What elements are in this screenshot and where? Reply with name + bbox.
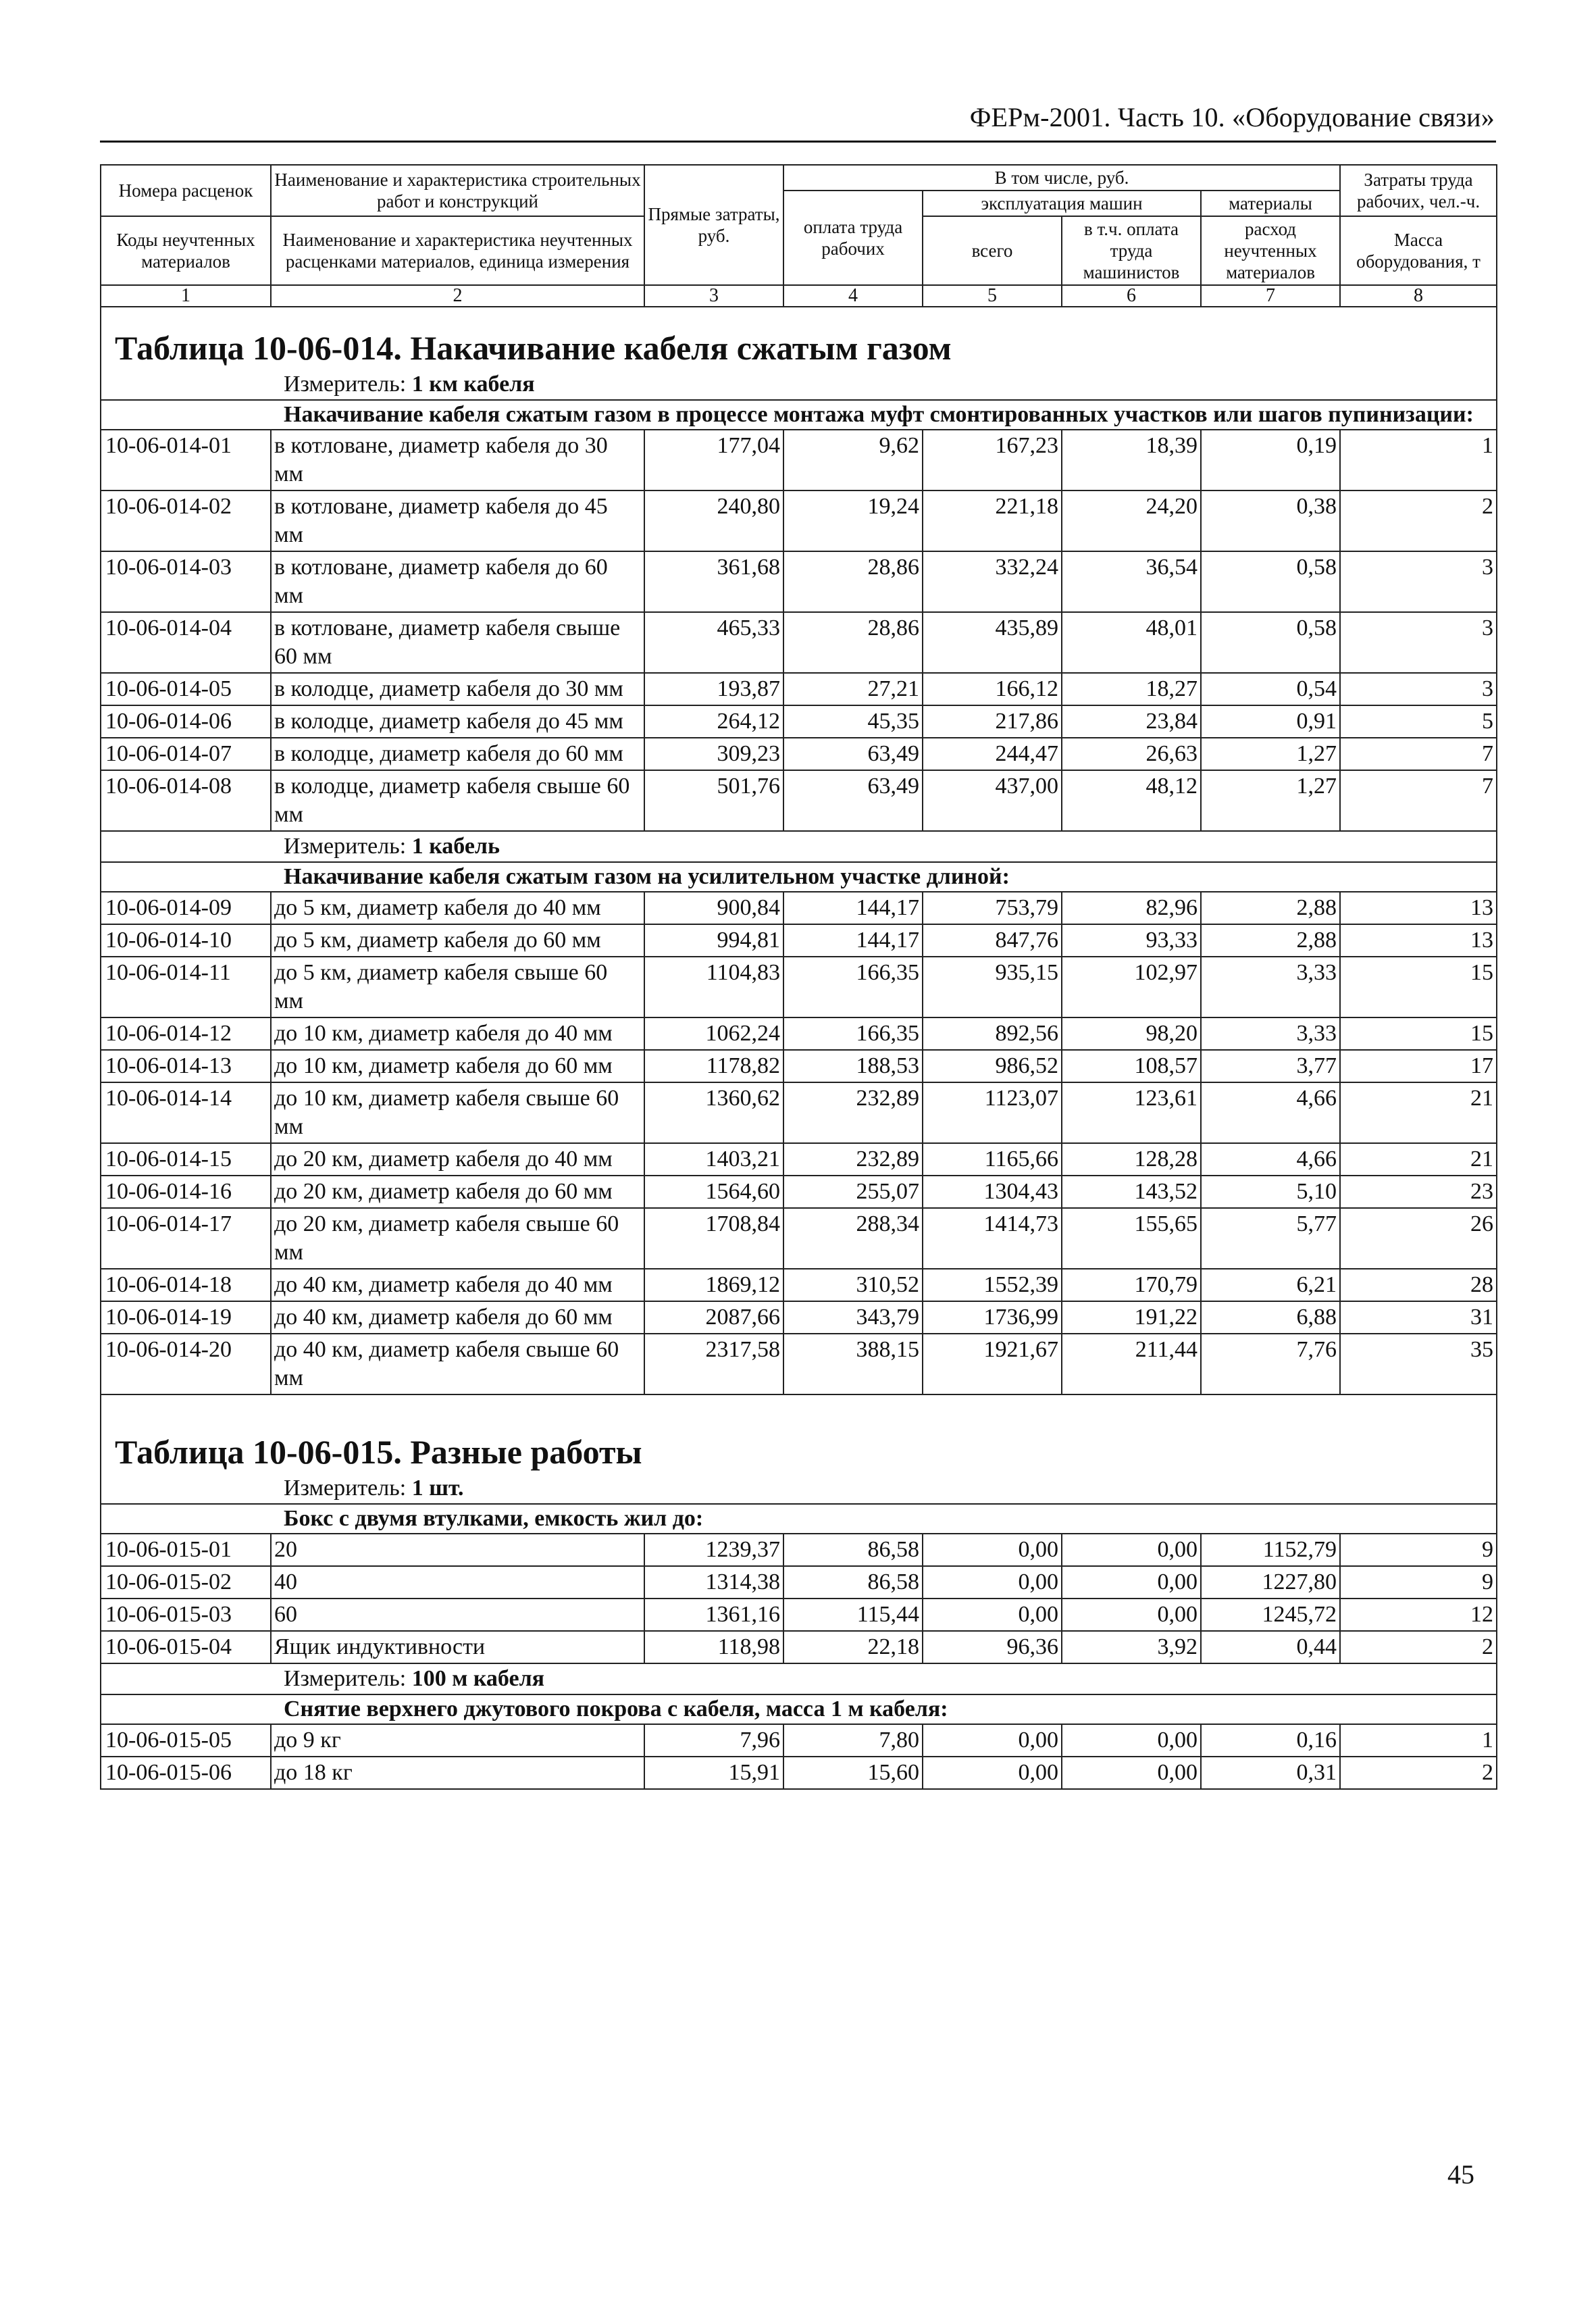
labor-hours: 15 — [1340, 1017, 1497, 1050]
labor-hours: 13 — [1340, 924, 1497, 957]
machinists-pay: 98,20 — [1062, 1017, 1201, 1050]
labor-hours: 7 — [1340, 770, 1497, 831]
labor-pay: 232,89 — [783, 1143, 923, 1176]
machinists-pay: 18,27 — [1062, 673, 1201, 705]
materials-cost: 2,88 — [1201, 892, 1340, 924]
work-name: в колодце, диаметр кабеля до 60 мм — [271, 738, 644, 770]
rate-code: 10-06-014-06 — [101, 705, 271, 738]
labor-pay: 28,86 — [783, 612, 923, 673]
measure-line — [101, 831, 1497, 862]
labor-pay: 144,17 — [783, 924, 923, 957]
machines-total: 217,86 — [923, 705, 1062, 738]
machinists-pay: 102,97 — [1062, 957, 1201, 1017]
table-row — [101, 1176, 1497, 1208]
measure-line — [101, 370, 1497, 400]
col7-header: расход неучтенных материалов — [1201, 216, 1340, 285]
rates-table — [100, 164, 1497, 1790]
col2-header-bottom: Наименование и характеристика неучтенных расценками материалов, единица измерения — [271, 216, 644, 285]
materials-cost: 1,27 — [1201, 738, 1340, 770]
measure-row — [101, 1474, 1497, 1504]
labor-pay: 63,49 — [783, 770, 923, 831]
rate-code: 10-06-015-04 — [101, 1631, 271, 1663]
labor-pay: 22,18 — [783, 1631, 923, 1663]
direct-costs: 465,33 — [644, 612, 783, 673]
work-name: в котловане, диаметр кабеля до 30 мм — [271, 430, 644, 491]
labor-pay: 166,35 — [783, 1017, 923, 1050]
labor-pay: 255,07 — [783, 1176, 923, 1208]
machines-total: 935,15 — [923, 957, 1062, 1017]
work-name: в колодце, диаметр кабеля до 45 мм — [271, 705, 644, 738]
machinists-pay: 0,00 — [1062, 1724, 1201, 1757]
table-row — [101, 1631, 1497, 1663]
table-row — [101, 770, 1497, 831]
spacer — [101, 1394, 1497, 1411]
table-row — [101, 1017, 1497, 1050]
header-row-1 — [101, 165, 1497, 191]
machinists-pay: 18,39 — [1062, 430, 1201, 491]
col-number: 7 — [1201, 285, 1340, 307]
machines-total: 1414,73 — [923, 1208, 1062, 1269]
work-name: до 40 км, диаметр кабеля до 40 мм — [271, 1269, 644, 1301]
labor-hours: 26 — [1340, 1208, 1497, 1269]
work-name: 60 — [271, 1599, 644, 1631]
machinists-pay: 170,79 — [1062, 1269, 1201, 1301]
work-name: до 10 км, диаметр кабеля до 40 мм — [271, 1017, 644, 1050]
col-number: 1 — [101, 285, 271, 307]
machinists-pay: 155,65 — [1062, 1208, 1201, 1269]
machinists-pay: 191,22 — [1062, 1301, 1201, 1334]
machines-total: 753,79 — [923, 892, 1062, 924]
measure-row — [101, 831, 1497, 862]
measure-line — [101, 1663, 1497, 1694]
materials-cost: 1245,72 — [1201, 1599, 1340, 1631]
machines-total: 1736,99 — [923, 1301, 1062, 1334]
machines-total: 1304,43 — [923, 1176, 1062, 1208]
col8-header-top: Затраты труда рабочих, чел.-ч. — [1340, 165, 1497, 216]
column-numbers-row — [101, 285, 1497, 307]
labor-pay: 9,62 — [783, 430, 923, 491]
machinists-pay: 0,00 — [1062, 1599, 1201, 1631]
machinists-pay: 0,00 — [1062, 1566, 1201, 1599]
labor-pay: 144,17 — [783, 892, 923, 924]
col8-header-bottom: Масса оборудования, т — [1340, 216, 1497, 285]
machines-total: 96,36 — [923, 1631, 1062, 1663]
rate-code: 10-06-014-12 — [101, 1017, 271, 1050]
col-number: 8 — [1340, 285, 1497, 307]
direct-costs: 309,23 — [644, 738, 783, 770]
labor-pay: 15,60 — [783, 1757, 923, 1789]
table-row — [101, 430, 1497, 491]
rate-code: 10-06-015-02 — [101, 1566, 271, 1599]
direct-costs: 1361,16 — [644, 1599, 783, 1631]
work-name: до 5 км, диаметр кабеля свыше 60 мм — [271, 957, 644, 1017]
rate-code: 10-06-014-02 — [101, 491, 271, 551]
rate-code: 10-06-015-06 — [101, 1757, 271, 1789]
section-heading: Снятие верхнего джутового покрова с кабеля, масса 1 м кабеля: — [101, 1694, 1497, 1724]
labor-hours: 35 — [1340, 1334, 1497, 1394]
materials-cost: 0,54 — [1201, 673, 1340, 705]
labor-pay: 27,21 — [783, 673, 923, 705]
table-row — [101, 673, 1497, 705]
table-row — [101, 957, 1497, 1017]
table-row — [101, 1082, 1497, 1143]
measure-label: Измеритель: — [284, 834, 407, 859]
table-10-06-014-title-row — [101, 307, 1497, 370]
direct-costs: 1314,38 — [644, 1566, 783, 1599]
machinists-pay: 93,33 — [1062, 924, 1201, 957]
table-row — [101, 491, 1497, 551]
work-name: до 10 км, диаметр кабеля до 60 мм — [271, 1050, 644, 1082]
direct-costs: 1062,24 — [644, 1017, 783, 1050]
machines-total: 167,23 — [923, 430, 1062, 491]
machines-total: 892,56 — [923, 1017, 1062, 1050]
labor-hours: 7 — [1340, 738, 1497, 770]
rate-code: 10-06-014-14 — [101, 1082, 271, 1143]
materials-header: материалы — [1201, 191, 1340, 216]
measure-line — [101, 1474, 1497, 1504]
direct-costs: 7,96 — [644, 1724, 783, 1757]
col-number: 4 — [783, 285, 923, 307]
direct-costs: 1360,62 — [644, 1082, 783, 1143]
rate-code: 10-06-014-08 — [101, 770, 271, 831]
table-row — [101, 738, 1497, 770]
col6-header: в т.ч. оплата труда машинистов — [1062, 216, 1201, 285]
direct-costs: 994,81 — [644, 924, 783, 957]
labor-hours: 3 — [1340, 551, 1497, 612]
rate-code: 10-06-014-05 — [101, 673, 271, 705]
machinists-pay: 24,20 — [1062, 491, 1201, 551]
work-name: 40 — [271, 1566, 644, 1599]
materials-cost: 0,58 — [1201, 551, 1340, 612]
direct-costs: 1403,21 — [644, 1143, 783, 1176]
machinists-pay: 123,61 — [1062, 1082, 1201, 1143]
machinists-pay: 3,92 — [1062, 1631, 1201, 1663]
machinists-pay: 0,00 — [1062, 1534, 1201, 1566]
machinists-pay: 128,28 — [1062, 1143, 1201, 1176]
measure-value: 100 м кабеля — [411, 1666, 545, 1691]
direct-costs: 193,87 — [644, 673, 783, 705]
table-row — [101, 1599, 1497, 1631]
section-heading-row — [101, 1504, 1497, 1534]
section-heading: Накачивание кабеля сжатым газом в процессе монтажа муфт смонтированных участков или шагов пупинизации: — [101, 400, 1497, 430]
labor-pay: 343,79 — [783, 1301, 923, 1334]
work-name: до 10 км, диаметр кабеля свыше 60 мм — [271, 1082, 644, 1143]
labor-pay: 115,44 — [783, 1599, 923, 1631]
col-number: 5 — [923, 285, 1062, 307]
machines-total: 0,00 — [923, 1599, 1062, 1631]
work-name: в колодце, диаметр кабеля свыше 60 мм — [271, 770, 644, 831]
labor-pay: 19,24 — [783, 491, 923, 551]
machines-total: 221,18 — [923, 491, 1062, 551]
machines-total: 986,52 — [923, 1050, 1062, 1082]
labor-hours: 12 — [1340, 1599, 1497, 1631]
labor-hours: 21 — [1340, 1143, 1497, 1176]
labor-hours: 2 — [1340, 1757, 1497, 1789]
header-rule — [100, 141, 1496, 143]
measure-value: 1 кабель — [411, 834, 500, 859]
direct-costs: 15,91 — [644, 1757, 783, 1789]
direct-costs: 501,76 — [644, 770, 783, 831]
rate-code: 10-06-014-17 — [101, 1208, 271, 1269]
table-row — [101, 1724, 1497, 1757]
materials-cost: 0,16 — [1201, 1724, 1340, 1757]
machines-total: 435,89 — [923, 612, 1062, 673]
rate-code: 10-06-014-20 — [101, 1334, 271, 1394]
materials-cost: 1227,80 — [1201, 1566, 1340, 1599]
machinists-pay: 23,84 — [1062, 705, 1201, 738]
machinists-pay: 211,44 — [1062, 1334, 1201, 1394]
labor-pay: 288,34 — [783, 1208, 923, 1269]
labor-pay: 7,80 — [783, 1724, 923, 1757]
col2-header-top: Наименование и характеристика строительных работ и конструкций — [271, 165, 644, 216]
materials-cost: 2,88 — [1201, 924, 1340, 957]
table-row — [101, 705, 1497, 738]
labor-hours: 2 — [1340, 1631, 1497, 1663]
table-row — [101, 1534, 1497, 1566]
measure-value: 1 шт. — [411, 1476, 464, 1501]
table-row — [101, 1208, 1497, 1269]
work-name: до 20 км, диаметр кабеля до 60 мм — [271, 1176, 644, 1208]
materials-cost: 0,19 — [1201, 430, 1340, 491]
machines-total: 437,00 — [923, 770, 1062, 831]
col-number: 2 — [271, 285, 644, 307]
table-row — [101, 1566, 1497, 1599]
col1-header-bottom: Коды неучтенных материалов — [101, 216, 271, 285]
labor-hours: 31 — [1340, 1301, 1497, 1334]
direct-costs: 177,04 — [644, 430, 783, 491]
table-row — [101, 551, 1497, 612]
rate-code: 10-06-014-09 — [101, 892, 271, 924]
table-row — [101, 1050, 1497, 1082]
rate-code: 10-06-014-16 — [101, 1176, 271, 1208]
rate-code: 10-06-014-01 — [101, 430, 271, 491]
direct-costs: 361,68 — [644, 551, 783, 612]
labor-pay: 45,35 — [783, 705, 923, 738]
section-heading-row — [101, 400, 1497, 430]
machines-total: 1552,39 — [923, 1269, 1062, 1301]
labor-hours: 1 — [1340, 1724, 1497, 1757]
table-row — [101, 1757, 1497, 1789]
rate-code: 10-06-014-18 — [101, 1269, 271, 1301]
materials-cost: 3,77 — [1201, 1050, 1340, 1082]
measure-row — [101, 370, 1497, 400]
labor-hours: 9 — [1340, 1566, 1497, 1599]
machines-total: 0,00 — [923, 1757, 1062, 1789]
direct-costs: 900,84 — [644, 892, 783, 924]
col3-header: Прямые затраты, руб. — [644, 165, 783, 285]
rate-code: 10-06-015-01 — [101, 1534, 271, 1566]
page-number: 45 — [1447, 2159, 1474, 2190]
work-name: в колодце, диаметр кабеля до 30 мм — [271, 673, 644, 705]
labor-pay: 86,58 — [783, 1566, 923, 1599]
machinists-pay: 48,01 — [1062, 612, 1201, 673]
direct-costs: 118,98 — [644, 1631, 783, 1663]
machines-total: 244,47 — [923, 738, 1062, 770]
measure-label: Измеритель: — [284, 372, 407, 397]
rate-code: 10-06-014-04 — [101, 612, 271, 673]
labor-hours: 21 — [1340, 1082, 1497, 1143]
labor-hours: 17 — [1340, 1050, 1497, 1082]
work-name: 20 — [271, 1534, 644, 1566]
materials-cost: 4,66 — [1201, 1143, 1340, 1176]
section-heading: Накачивание кабеля сжатым газом на усилительном участке длиной: — [101, 862, 1497, 892]
machines-total: 847,76 — [923, 924, 1062, 957]
spacer-row — [101, 1394, 1497, 1411]
table-row — [101, 1269, 1497, 1301]
measure-value: 1 км кабеля — [411, 372, 535, 397]
rate-code: 10-06-014-19 — [101, 1301, 271, 1334]
running-header: ФЕРм-2001. Часть 10. «Оборудование связи» — [969, 102, 1495, 132]
col-number: 6 — [1062, 285, 1201, 307]
materials-cost: 3,33 — [1201, 1017, 1340, 1050]
work-name: в котловане, диаметр кабеля свыше 60 мм — [271, 612, 644, 673]
direct-costs: 264,12 — [644, 705, 783, 738]
labor-hours: 23 — [1340, 1176, 1497, 1208]
materials-cost: 1152,79 — [1201, 1534, 1340, 1566]
machines-total: 332,24 — [923, 551, 1062, 612]
work-name: до 9 кг — [271, 1724, 644, 1757]
labor-pay: 86,58 — [783, 1534, 923, 1566]
col-number: 3 — [644, 285, 783, 307]
machines-header: эксплуатация машин — [923, 191, 1201, 216]
table-row — [101, 892, 1497, 924]
labor-pay: 188,53 — [783, 1050, 923, 1082]
machines-total: 166,12 — [923, 673, 1062, 705]
work-name: в котловане, диаметр кабеля до 45 мм — [271, 491, 644, 551]
section-heading: Бокс с двумя втулками, емкость жил до: — [101, 1504, 1497, 1534]
materials-cost: 0,44 — [1201, 1631, 1340, 1663]
work-name: до 40 км, диаметр кабеля до 60 мм — [271, 1301, 644, 1334]
col1-header-top: Номера расценок — [101, 165, 271, 216]
labor-pay: 388,15 — [783, 1334, 923, 1394]
labor-pay: 166,35 — [783, 957, 923, 1017]
materials-cost: 5,10 — [1201, 1176, 1340, 1208]
machines-total: 0,00 — [923, 1534, 1062, 1566]
materials-cost: 6,21 — [1201, 1269, 1340, 1301]
col5-header: всего — [923, 216, 1062, 285]
direct-costs: 1564,60 — [644, 1176, 783, 1208]
labor-hours: 3 — [1340, 673, 1497, 705]
materials-cost: 0,38 — [1201, 491, 1340, 551]
rate-code: 10-06-014-11 — [101, 957, 271, 1017]
measure-label: Измеритель: — [284, 1666, 407, 1691]
work-name: до 40 км, диаметр кабеля свыше 60 мм — [271, 1334, 644, 1394]
machinists-pay: 48,12 — [1062, 770, 1201, 831]
table-title: Таблица 10-06-014. Накачивание кабеля сжатым газом — [101, 307, 1497, 370]
table-row — [101, 1301, 1497, 1334]
work-name: в котловане, диаметр кабеля до 60 мм — [271, 551, 644, 612]
rate-code: 10-06-014-13 — [101, 1050, 271, 1082]
labor-pay: 28,86 — [783, 551, 923, 612]
machinists-pay: 36,54 — [1062, 551, 1201, 612]
direct-costs: 1178,82 — [644, 1050, 783, 1082]
col4-header: оплата труда рабочих — [783, 191, 923, 285]
labor-pay: 63,49 — [783, 738, 923, 770]
direct-costs: 1104,83 — [644, 957, 783, 1017]
table-row — [101, 612, 1497, 673]
work-name: до 20 км, диаметр кабеля до 40 мм — [271, 1143, 644, 1176]
labor-hours: 15 — [1340, 957, 1497, 1017]
materials-cost: 7,76 — [1201, 1334, 1340, 1394]
machines-total: 1921,67 — [923, 1334, 1062, 1394]
table-10-06-015-title-row — [101, 1411, 1497, 1474]
materials-cost: 0,31 — [1201, 1757, 1340, 1789]
labor-hours: 1 — [1340, 430, 1497, 491]
measure-label: Измеритель: — [284, 1476, 407, 1501]
direct-costs: 2087,66 — [644, 1301, 783, 1334]
work-name: до 5 км, диаметр кабеля до 40 мм — [271, 892, 644, 924]
materials-cost: 0,91 — [1201, 705, 1340, 738]
labor-hours: 9 — [1340, 1534, 1497, 1566]
materials-cost: 6,88 — [1201, 1301, 1340, 1334]
group-header: В том числе, руб. — [783, 165, 1340, 191]
machines-total: 0,00 — [923, 1724, 1062, 1757]
direct-costs: 2317,58 — [644, 1334, 783, 1394]
labor-hours: 28 — [1340, 1269, 1497, 1301]
materials-cost: 0,58 — [1201, 612, 1340, 673]
work-name: до 20 км, диаметр кабеля свыше 60 мм — [271, 1208, 644, 1269]
work-name: до 5 км, диаметр кабеля до 60 мм — [271, 924, 644, 957]
direct-costs: 1239,37 — [644, 1534, 783, 1566]
machinists-pay: 0,00 — [1062, 1757, 1201, 1789]
machinists-pay: 143,52 — [1062, 1176, 1201, 1208]
machinists-pay: 26,63 — [1062, 738, 1201, 770]
table-row — [101, 1143, 1497, 1176]
direct-costs: 1869,12 — [644, 1269, 783, 1301]
labor-hours: 3 — [1340, 612, 1497, 673]
labor-hours: 2 — [1340, 491, 1497, 551]
machines-total: 0,00 — [923, 1566, 1062, 1599]
section-heading-row — [101, 1694, 1497, 1724]
table-row — [101, 1334, 1497, 1394]
labor-hours: 13 — [1340, 892, 1497, 924]
rate-code: 10-06-015-05 — [101, 1724, 271, 1757]
direct-costs: 1708,84 — [644, 1208, 783, 1269]
section-heading-row — [101, 862, 1497, 892]
machinists-pay: 108,57 — [1062, 1050, 1201, 1082]
materials-cost: 4,66 — [1201, 1082, 1340, 1143]
rate-code: 10-06-014-15 — [101, 1143, 271, 1176]
materials-cost: 3,33 — [1201, 957, 1340, 1017]
measure-row — [101, 1663, 1497, 1694]
labor-pay: 232,89 — [783, 1082, 923, 1143]
materials-cost: 1,27 — [1201, 770, 1340, 831]
direct-costs: 240,80 — [644, 491, 783, 551]
materials-cost: 5,77 — [1201, 1208, 1340, 1269]
machines-total: 1165,66 — [923, 1143, 1062, 1176]
table-row — [101, 924, 1497, 957]
machinists-pay: 82,96 — [1062, 892, 1201, 924]
labor-pay: 310,52 — [783, 1269, 923, 1301]
table-title: Таблица 10-06-015. Разные работы — [101, 1411, 1497, 1474]
machines-total: 1123,07 — [923, 1082, 1062, 1143]
rate-code: 10-06-014-03 — [101, 551, 271, 612]
rate-code: 10-06-015-03 — [101, 1599, 271, 1631]
labor-hours: 5 — [1340, 705, 1497, 738]
rate-code: 10-06-014-07 — [101, 738, 271, 770]
work-name: до 18 кг — [271, 1757, 644, 1789]
work-name: Ящик индуктивности — [271, 1631, 644, 1663]
rate-code: 10-06-014-10 — [101, 924, 271, 957]
